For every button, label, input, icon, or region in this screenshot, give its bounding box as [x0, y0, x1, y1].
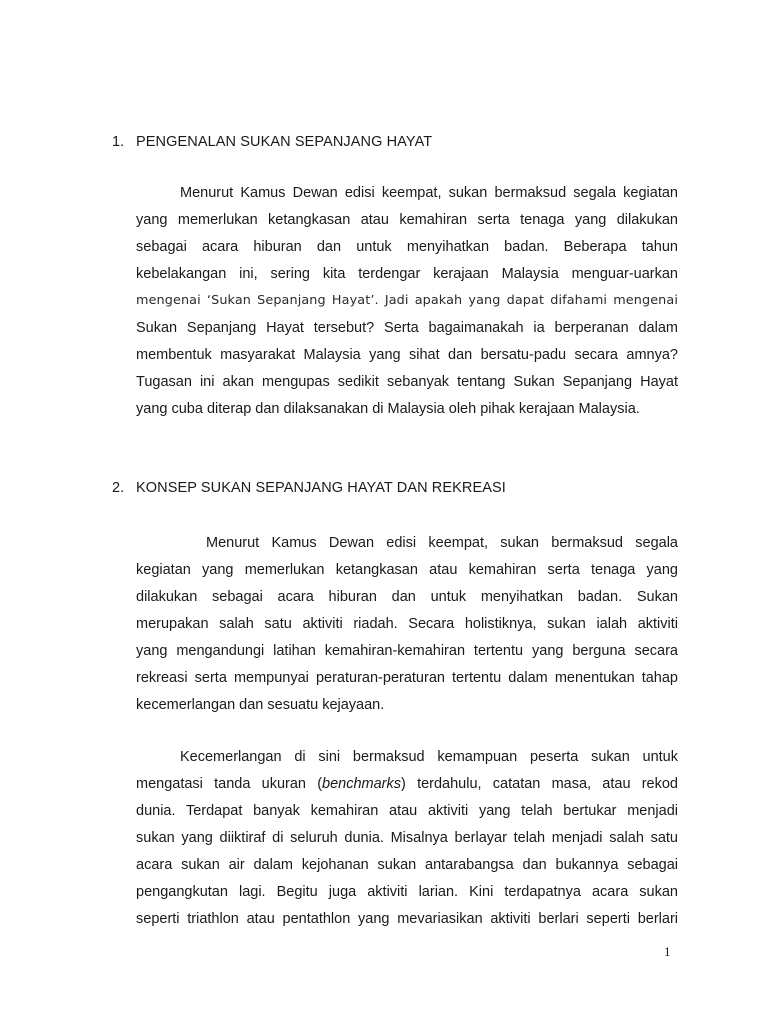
paragraph-line: Sukan Sepanjang Hayat tersebut? Serta bagaimanakah ia berperanan dalam [136, 320, 678, 336]
section-2-title: KONSEP SUKAN SEPANJANG HAYAT DAN REKREASI [136, 480, 506, 496]
paragraph-line: dunia. Terdapat banyak kemahiran atau aktiviti yang telah bertukar menjadi [136, 803, 678, 819]
paragraph-line: kebelakangan ini, sering kita terdengar kerajaan Malaysia menguar-uarkan [136, 266, 678, 282]
paragraph-line: acara sukan air dalam kejohanan sukan antarabangsa dan bukannya sebagai [136, 857, 678, 873]
paragraph-line: rekreasi serta mempunyai peraturan-peraturan tertentu dalam menentukan tahap [136, 670, 678, 686]
text-segment: mengatasi tanda ukuran ( [136, 776, 323, 792]
paragraph-line: membentuk masyarakat Malaysia yang sihat dan bersatu-padu secara amnya? [136, 347, 678, 363]
section-1-number: 1. [112, 134, 125, 150]
italic-term: benchmarks [322, 776, 402, 792]
paragraph-line: sukan yang diiktiraf di seluruh dunia. Misalnya berlayar telah menjadi salah satu [136, 830, 678, 846]
paragraph-line: mengenai ‘Sukan Sepanjang Hayat’. Jadi apakah yang dapat difahami mengenai [136, 293, 678, 308]
paragraph-line: Menurut Kamus Dewan edisi keempat, sukan bermaksud segala [206, 535, 678, 551]
paragraph-line: Menurut Kamus Dewan edisi keempat, sukan bermaksud segala kegiatan [180, 185, 678, 201]
paragraph-line: merupakan salah satu aktiviti riadah. Secara holistiknya, sukan ialah aktiviti [136, 616, 678, 632]
paragraph-line: dilakukan sebagai acara hiburan dan untuk menyihatkan badan. Sukan [136, 589, 678, 605]
section-2-number: 2. [112, 480, 125, 496]
paragraph-line: kegiatan yang memerlukan ketangkasan atau kemahiran serta tenaga yang [136, 562, 678, 578]
paragraph-line: yang cuba diterap dan dilaksanakan di Malaysia oleh pihak kerajaan Malaysia. [136, 401, 640, 417]
page-number: 1 [664, 944, 671, 959]
paragraph-line-with-italic [136, 775, 678, 793]
section-1-heading [112, 134, 432, 150]
paragraph-line: kecemerlangan dan sesuatu kejayaan. [136, 697, 385, 713]
paragraph-line: yang mengandungi latihan kemahiran-kemahiran tertentu yang berguna secara [136, 643, 678, 659]
text-segment: ) terdahulu, catatan masa, atau rekod [401, 776, 678, 792]
paragraph-line: Kecemerlangan di sini bermaksud kemampuan peserta sukan untuk [180, 749, 678, 765]
section-2-heading [112, 480, 506, 496]
paragraph-line: sebagai acara hiburan dan untuk menyihatkan badan. Beberapa tahun [136, 239, 678, 255]
section-1-title: PENGENALAN SUKAN SEPANJANG HAYAT [136, 134, 433, 150]
paragraph-line: Tugasan ini akan mengupas sedikit sebanyak tentang Sukan Sepanjang Hayat [136, 374, 678, 390]
paragraph-line: seperti triathlon atau pentathlon yang mevariasikan aktiviti berlari seperti berlari [136, 911, 678, 927]
paragraph-line: pengangkutan lagi. Begitu juga aktiviti larian. Kini terdapatnya acara sukan [136, 884, 678, 900]
paragraph-line: yang memerlukan ketangkasan atau kemahiran serta tenaga yang dilakukan [136, 212, 678, 228]
